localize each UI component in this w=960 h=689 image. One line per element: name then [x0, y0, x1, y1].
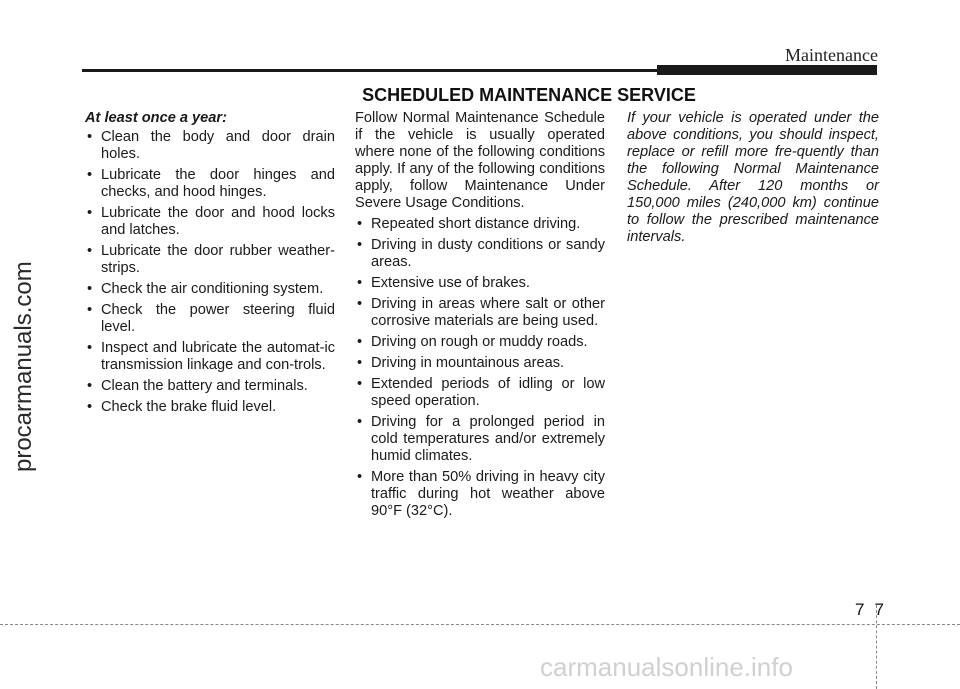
- section-label: Maintenance: [785, 45, 878, 65]
- page-number: 77: [855, 600, 894, 619]
- annual-checklist: [85, 129, 335, 416]
- maintenance-note: If your vehicle is operated under the above conditions, you should inspect, replace or refill more fre-quently than the following Normal Maintenance Schedule. After 120 months or 150,000 miles (240,000 km) continue to follow the prescribed maintenance intervals.: [627, 110, 879, 245]
- header-rule: [82, 69, 657, 72]
- list-item: • Check the power steering fluid level.: [85, 302, 335, 336]
- list-item: • Lubricate the door and hood locks and latches.: [85, 205, 335, 239]
- list-item: • Lubricate the door rubber weather-strips.: [85, 243, 335, 277]
- bottom-watermark: carmanualsonline.info: [540, 652, 793, 682]
- list-item: • Driving on rough or muddy roads.: [355, 334, 605, 351]
- left-subheading: At least once a year:: [85, 110, 227, 126]
- list-item: • Extended periods of idling or low speed operation.: [355, 376, 605, 410]
- list-item: • Check the air conditioning system.: [85, 281, 335, 298]
- list-item: • More than 50% driving in heavy city traffic during hot weather above 90°F (32°C).: [355, 469, 605, 520]
- severe-conditions-list: [355, 216, 605, 520]
- left-column: [85, 110, 335, 420]
- list-item: • Clean the body and door drain holes.: [85, 129, 335, 163]
- list-item: • Inspect and lubricate the automat-ic transmission linkage and con-trols.: [85, 340, 335, 374]
- footer-rule: [0, 624, 960, 625]
- list-item: • Lubricate the door hinges and checks, and hood hinges.: [85, 167, 335, 201]
- intro-paragraph: Follow Normal Maintenance Schedule if the vehicle is usually operated where none of the following conditions apply. If any of the following conditions apply, follow Maintenance Under Severe Usage Conditions.: [355, 110, 605, 211]
- header-bar: [657, 65, 877, 75]
- page-title: SCHEDULED MAINTENANCE SERVICE: [362, 85, 696, 105]
- middle-column: [355, 110, 605, 524]
- list-item: • Check the brake fluid level.: [85, 399, 335, 416]
- list-item: • Extensive use of brakes.: [355, 275, 605, 292]
- list-item: • Repeated short distance driving.: [355, 216, 605, 233]
- side-watermark: procarmanuals.com: [10, 261, 37, 472]
- list-item: • Driving in areas where salt or other corrosive materials are being used.: [355, 296, 605, 330]
- list-item: • Driving in mountainous areas.: [355, 355, 605, 372]
- list-item: • Driving in dusty conditions or sandy areas.: [355, 237, 605, 271]
- list-item: • Driving for a prolonged period in cold temperatures and/or extremely humid climates.: [355, 414, 605, 465]
- list-item: • Clean the battery and terminals.: [85, 378, 335, 395]
- right-column: [627, 110, 879, 246]
